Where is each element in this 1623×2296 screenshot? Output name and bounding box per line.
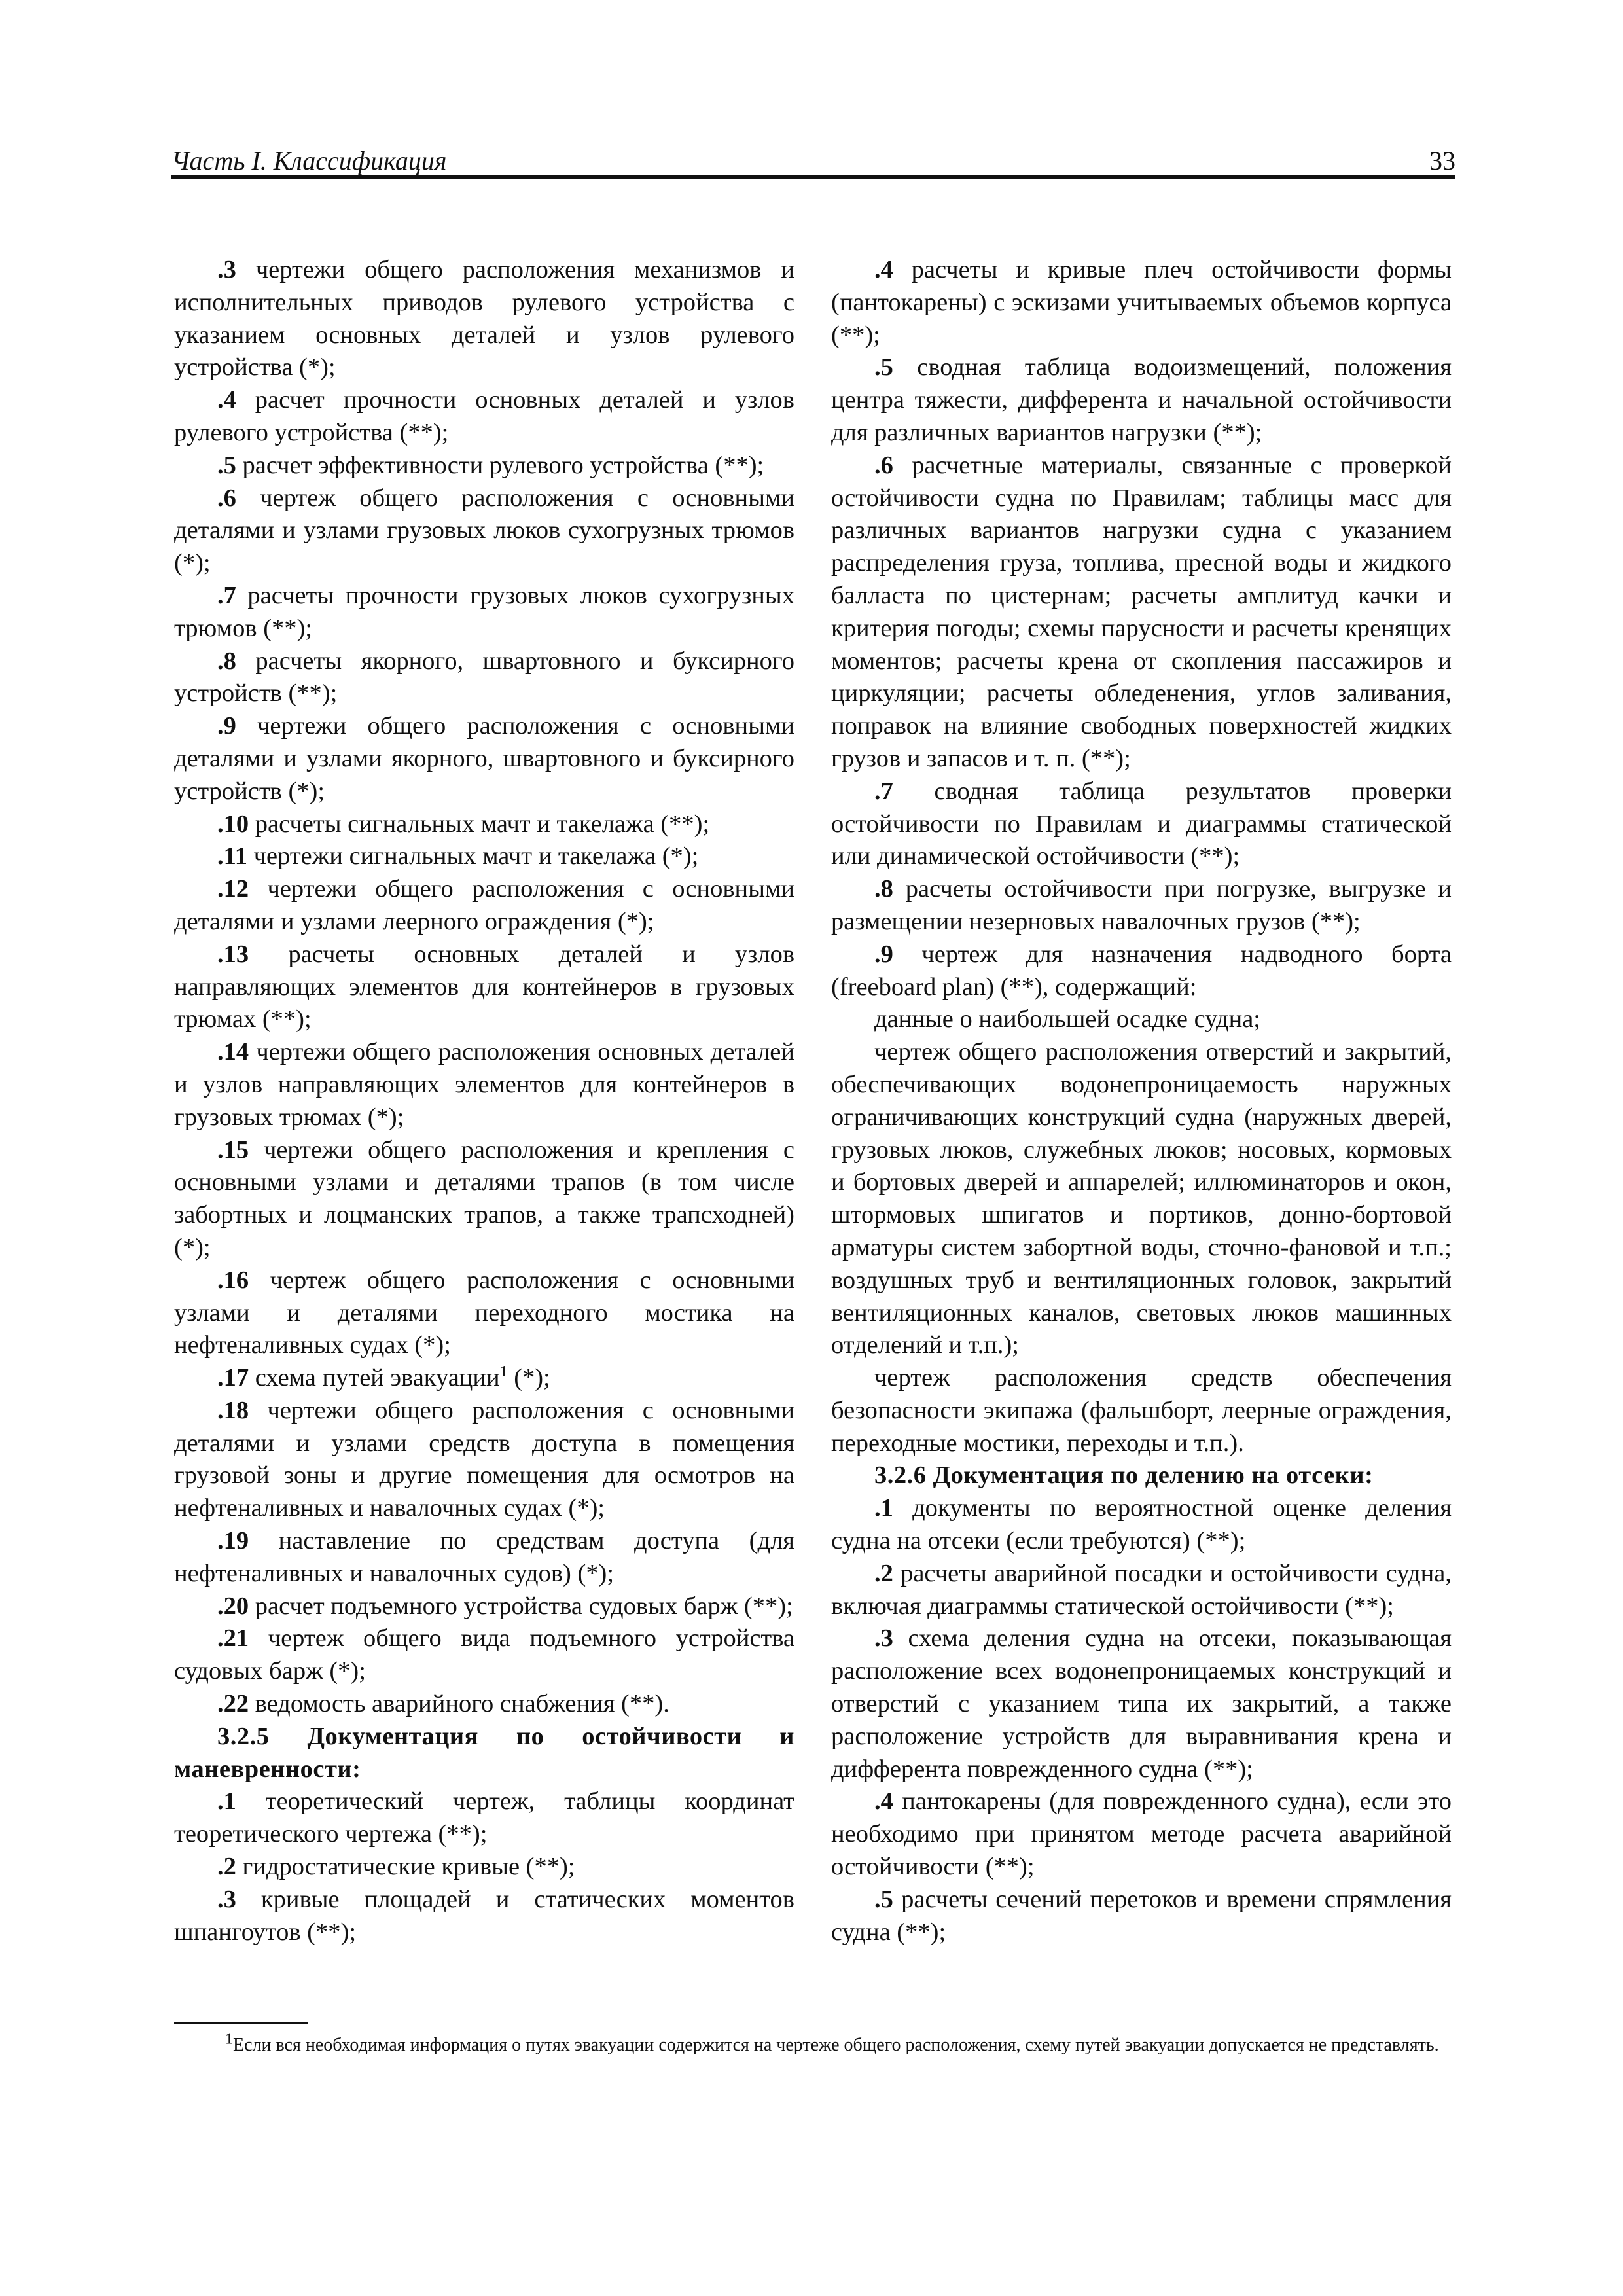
item-number: .7 [217,581,236,609]
item-text: сводная таблица результатов проверки остойчивости по Правилам и диаграммы статической или динамической остойчивости (**); [831,777,1452,870]
left-column-paragraph [174,840,794,873]
item-number: .16 [217,1266,249,1294]
item-text: чертежи общего расположения с основными деталями и узлами средств доступа в помещения грузовой зоны и другие помещения для осмотров на нефтеналивных и навалочных судах (*); [174,1396,794,1522]
item-text: ведомость аварийного снабжения (**). [249,1690,669,1718]
item-text: чертежи сигнальных мачт и такелажа (*); [247,842,699,870]
item-text: теоретический чертеж, таблицы координат теоретического чертежа (**); [174,1787,794,1848]
left-column-paragraph [174,939,794,1036]
left-column-paragraph [174,1785,794,1851]
item-text: схема путей эвакуации [249,1364,500,1392]
right-column-paragraph [831,1558,1452,1623]
item-text: расчет подъемного устройства судовых барж (**); [249,1592,793,1620]
footnote-rule [174,2022,308,2024]
item-number: .5 [874,1885,893,1913]
item-text: чертежи общего расположения с основными деталями и узлами леерного ограждения (*); [174,875,794,935]
item-text: чертеж расположения средств обеспечения безопасности экипажа (фальшборт, леерные ограждения, переходные мостики, переходы и т.п.). [831,1364,1452,1457]
item-number: .7 [874,777,893,805]
item-text: чертежи общего расположения механизмов и исполнительных приводов рулевого устройства с указанием основных деталей и узлов рулевого устройства (*); [174,256,794,382]
item-number: .8 [874,875,893,903]
item-number: .8 [217,647,236,675]
left-column-paragraph [174,1688,794,1721]
right-column-paragraph [831,939,1452,1004]
item-text-tail: (*); [507,1364,550,1392]
footnote-mark: 1 [225,2030,233,2048]
item-number: .11 [217,842,248,870]
item-number: .5 [874,353,893,382]
right-column-paragraph [831,1884,1452,1949]
footnote-reference: 1 [499,1363,508,1381]
right-column-paragraph [831,1362,1452,1460]
left-column-paragraph [174,873,794,939]
item-text: чертежи общего расположения основных деталей и узлов направляющих элементов для контейнеров в грузовых трюмах (*); [174,1038,794,1131]
right-column-paragraph [831,1785,1452,1883]
item-number: .4 [217,386,236,414]
item-text: расчетные материалы, связанные с проверкой остойчивости судна по Правилам; таблицы масс для различных вариантов нагрузки судна с указанием распределения груза, топлива, пресной воды и жидкого балласта по цистернам; расчеты амплитуд качки и критерия погоды; схемы парусности и расчеты кренящих моментов; расчеты крена от скопления пассажиров и циркуляции; расчеты обледенения, углов заливания, поправок на влияние свободных поверхностей жидких грузов и запасов и т. п. (**); [831,451,1452,772]
item-text: документы по вероятностной оценке деления судна на отсеки (если требуются) (**); [831,1494,1452,1555]
item-number: .17 [217,1364,249,1392]
item-text: расчеты сигнальных мачт и такелажа (**); [249,810,710,838]
item-number: .3 [874,1624,893,1653]
item-number: .3 [217,256,236,283]
left-column-paragraph [174,1525,794,1590]
item-number: 3.2.6 Документация по делению на отсеки: [874,1462,1374,1490]
item-text: расчеты якорного, швартовного и буксирного устройств (**); [174,647,794,708]
right-column-paragraph [831,1003,1452,1036]
left-column-paragraph [174,645,794,711]
right-column [831,254,1452,1948]
right-column-paragraph [831,1460,1452,1492]
right-column-paragraph [831,351,1452,449]
item-text: схема деления судна на отсеки, показывающая расположение всех водонепроницаемых конструкций и отверстий с указанием типа их закрытий, а также расположение устройств для выравнивания крена и дифферента поврежденного судна (**); [831,1624,1452,1783]
left-column [174,254,794,1948]
item-number: .9 [217,712,236,740]
item-text: чертеж для назначения надводного борта (freeboard plan) (**), содержащий: [831,940,1452,1001]
item-number: .5 [217,451,236,479]
right-column-paragraph [831,873,1452,939]
item-text: расчет эффективности рулевого устройства (**); [236,451,764,479]
right-column-paragraph [831,1492,1452,1558]
item-number: .20 [217,1592,249,1620]
item-number: .12 [217,875,249,903]
right-column-paragraph [831,776,1452,873]
left-column-paragraph [174,254,794,384]
right-column-paragraph [831,1623,1452,1785]
item-number: .13 [217,940,249,968]
item-number: .1 [217,1787,236,1816]
item-text: расчеты и кривые плеч остойчивости формы (пантокарены) с эскизами учитываемых объемов корпуса (**); [831,256,1452,349]
item-text: гидростатические кривые (**); [236,1853,575,1881]
item-text: чертеж общего вида подъемного устройства судовых барж (*); [174,1624,794,1685]
item-text: данные о наибольшей осадке судна; [874,1005,1260,1033]
left-column-paragraph [174,482,794,580]
left-column-paragraph [174,1851,794,1884]
left-column-paragraph [174,1134,794,1265]
item-number: .4 [874,1787,893,1816]
left-column-paragraph [174,1590,794,1623]
item-number: .10 [217,810,249,838]
right-column-paragraph [831,450,1452,776]
item-text: чертежи общего расположения с основными деталями и узлами якорного, швартовного и буксирного устройств (*); [174,712,794,805]
left-column-paragraph [174,808,794,841]
left-column-paragraph [174,1721,794,1786]
item-number: .2 [217,1853,236,1881]
item-number: .4 [874,256,893,283]
item-text: наставление по средствам доступа (для нефтеналивных и навалочных судов) (*); [174,1527,794,1587]
item-text: чертеж общего расположения с основными узлами и деталями переходного мостика на нефтеналивных судах (*); [174,1266,794,1359]
left-column-paragraph [174,1362,794,1395]
running-header-title: Часть I. Классификация [171,146,447,175]
header-rule [171,175,1455,179]
item-text: расчет прочности основных деталей и узлов рулевого устройства (**); [174,386,794,446]
page-number: 33 [1429,146,1455,175]
left-column-paragraph [174,1395,794,1525]
item-text: сводная таблица водоизмещений, положения центра тяжести, дифферента и начальной остойчивости для различных вариантов нагрузки (**); [831,353,1452,446]
item-number: .18 [217,1396,249,1424]
item-number: .6 [217,484,236,512]
item-text: кривые площадей и статических моментов шпангоутов (**); [174,1885,794,1946]
left-column-paragraph [174,384,794,450]
item-text: расчеты основных деталей и узлов направляющих элементов для контейнеров в грузовых трюмах (**); [174,940,794,1033]
footnote-text: Если вся необходимая информация о путях эвакуации содержится на чертеже общего расположения, схему путей эвакуации допускается не представлять. [233,2035,1439,2055]
item-number: .1 [874,1494,893,1522]
item-text: расчеты остойчивости при погрузке, выгрузке и размещении незерновых навалочных грузов (**); [831,875,1452,935]
running-header [171,143,1455,179]
item-text: чертеж общего расположения с основными деталями и узлами грузовых люков сухогрузных трюмов (*); [174,484,794,577]
left-column-paragraph [174,1036,794,1134]
item-text: расчеты аварийной посадки и остойчивости судна, включая диаграммы статической остойчивости (**); [831,1559,1452,1620]
item-number: .6 [874,451,893,479]
item-text: расчеты сечений перетоков и времени спрямления судна (**); [831,1885,1452,1946]
right-column-paragraph [831,1036,1452,1362]
left-column-paragraph [174,580,794,645]
item-number: .2 [874,1559,893,1587]
left-column-paragraph [174,1884,794,1949]
item-number: .14 [217,1038,249,1066]
item-text: расчеты прочности грузовых люков сухогрузных трюмов (**); [174,581,794,642]
left-column-paragraph [174,450,794,482]
item-number: .22 [217,1690,249,1718]
right-column-paragraph [831,254,1452,351]
left-column-paragraph [174,710,794,808]
item-number: .21 [217,1624,249,1653]
item-number: .9 [874,940,893,968]
left-column-paragraph [174,1265,794,1362]
item-number: 3.2.5 Документация по остойчивости и маневренности: [174,1722,794,1783]
item-text: пантокарены (для поврежденного судна), если это необходимо при принятом методе расчета аварийной остойчивости (**); [831,1787,1452,1881]
item-text: чертеж общего расположения отверстий и закрытий, обеспечивающих водонепроницаемость наружных ограничивающих конструкций судна (наружных дверей, грузовых люков, служебных люков; носовых, кормовых и бортовых дверей и аппарелей; иллюминаторов и окон, штормовых шпигатов и портиков, донно-бортовой арматуры систем забортной воды, сточно-фановой и т.п.; воздушных труб и вентиляционных головок, закрытий вентиляционных каналов, световых люков машинных отделений и т.п.); [831,1038,1452,1359]
item-number: .3 [217,1885,236,1913]
item-text: чертежи общего расположения и крепления с основными узлами и деталями трапов (в том числе забортных и лоцманских трапов, а также трапсходней) (*); [174,1136,794,1261]
item-number: .15 [217,1136,249,1164]
footnote [174,2030,1455,2058]
left-column-paragraph [174,1623,794,1688]
item-number: .19 [217,1527,249,1555]
